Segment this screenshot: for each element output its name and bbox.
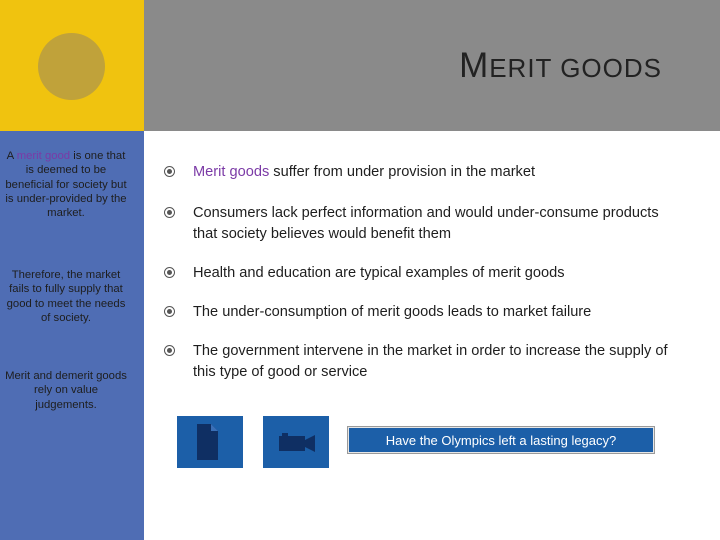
bullet-item [164,263,684,284]
document-icon [177,416,243,468]
sidebar-note-value-judgements: Merit and demerit goods rely on value judgements. [5,370,127,411]
bullet-icon [164,207,175,218]
bullet-list [164,162,684,383]
bullet-icon [164,267,175,278]
sidebar-note-suffix: is one that is deemed to be beneficial for society but is under-provided by the market. [5,150,127,220]
sidebar-note-market-failure: Therefore, the market fails to fully supply that good to meet the needs of society. [6,269,126,324]
video-tile[interactable] [263,416,329,468]
bullet-text: The under-consumption of merit goods leads to market failure [193,304,592,320]
merit-good-term: merit good [16,150,71,162]
bullet-item [164,302,684,323]
decorative-circle [38,33,105,100]
document-tile[interactable] [177,416,243,468]
bullet-item [164,341,684,383]
bullet-item [164,203,684,245]
sidebar-note-prefix: A [6,150,17,162]
bullet-text: Consumers lack perfect information and would under-consume products that society believes would benefit them [193,205,659,242]
bullet-icon [164,166,175,177]
video-camera-icon [263,416,329,468]
bullet-icon [164,345,175,356]
bullet-text: Health and education are typical examples of merit goods [193,265,565,281]
slide-title-rest: ERIT GOODS [489,53,662,83]
slide-title-initial: M [459,46,490,85]
sidebar-note-definition [4,149,128,220]
bullet-item [164,162,684,183]
header-accent-panel [0,0,144,131]
slide-title [459,46,662,86]
bullet-icon [164,306,175,317]
merit-goods-term: Merit goods [193,164,270,180]
bullet-text: suffer from under provision in the market [269,164,536,180]
olympics-legacy-link[interactable]: Have the Olympics left a lasting legacy? [348,427,654,453]
bullet-text: The government intervene in the market in order to increase the supply of this type of good or service [193,343,668,380]
header-bar [144,0,720,131]
